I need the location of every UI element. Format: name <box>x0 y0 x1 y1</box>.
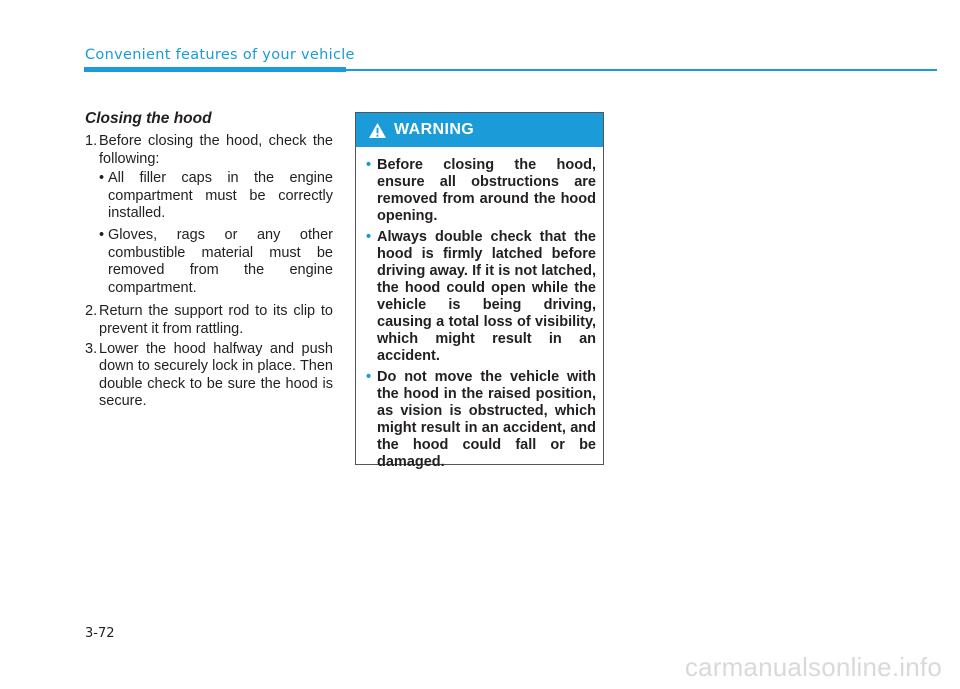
bullet-icon: • <box>366 369 372 385</box>
page-number: 3-72 <box>85 626 115 641</box>
warning-header <box>356 113 603 147</box>
warning-triangle-icon <box>368 122 387 139</box>
warning-item <box>366 229 596 365</box>
step-text: Lower the hood halfway and push down to securely lock in place. Then double check to be sure the hood is secure. <box>99 340 333 410</box>
warning-body <box>356 147 603 471</box>
header-title: Convenient features of your vehicle <box>85 47 355 63</box>
warning-box <box>355 112 604 470</box>
list-item <box>99 227 333 297</box>
step-2 <box>85 303 333 338</box>
bullet-text: Gloves, rags or any other combustible material must be removed from the engine compartment. <box>108 226 333 296</box>
list-item <box>99 170 333 223</box>
warning-text: Do not move the vehicle with the hood in the raised position, as vision is obstructed, which might result in an accident, and the hood could fall or be damaged. <box>377 369 596 470</box>
bullet-icon: • <box>99 170 105 187</box>
warning-text: Always double check that the hood is firmly latched before driving away. If it is not latched, the hood could open while the vehicle is being driving, causing a total loss of visibility, which might result in an accident. <box>377 229 596 364</box>
bullet-text: All filler caps in the engine compartment must be correctly installed. <box>108 170 333 222</box>
header-bar-thin <box>346 69 937 71</box>
instructions <box>85 133 333 413</box>
step-text: Before closing the hood, check the following: <box>99 133 333 167</box>
step-number: 2. <box>85 303 98 320</box>
warning-text: Before closing the hood, ensure all obstructions are removed from around the hood opening. <box>377 157 596 224</box>
section-title: Closing the hood <box>85 110 212 127</box>
bullet-icon: • <box>99 226 105 243</box>
warning-title: WARNING <box>394 121 475 138</box>
step-text: Return the support rod to its clip to prevent it from rattling. <box>99 303 333 337</box>
step-3 <box>85 341 333 411</box>
step-number: 1. <box>85 133 98 149</box>
bullet-list <box>99 170 333 297</box>
bullet-icon: • <box>366 229 372 245</box>
header-bar-thick <box>84 67 346 72</box>
warning-item <box>366 157 596 225</box>
bullet-icon: • <box>366 157 372 173</box>
watermark: carmanualsonline.info <box>684 652 942 682</box>
warning-item <box>366 369 596 471</box>
step-1 <box>85 133 333 297</box>
step-number: 3. <box>85 340 98 357</box>
